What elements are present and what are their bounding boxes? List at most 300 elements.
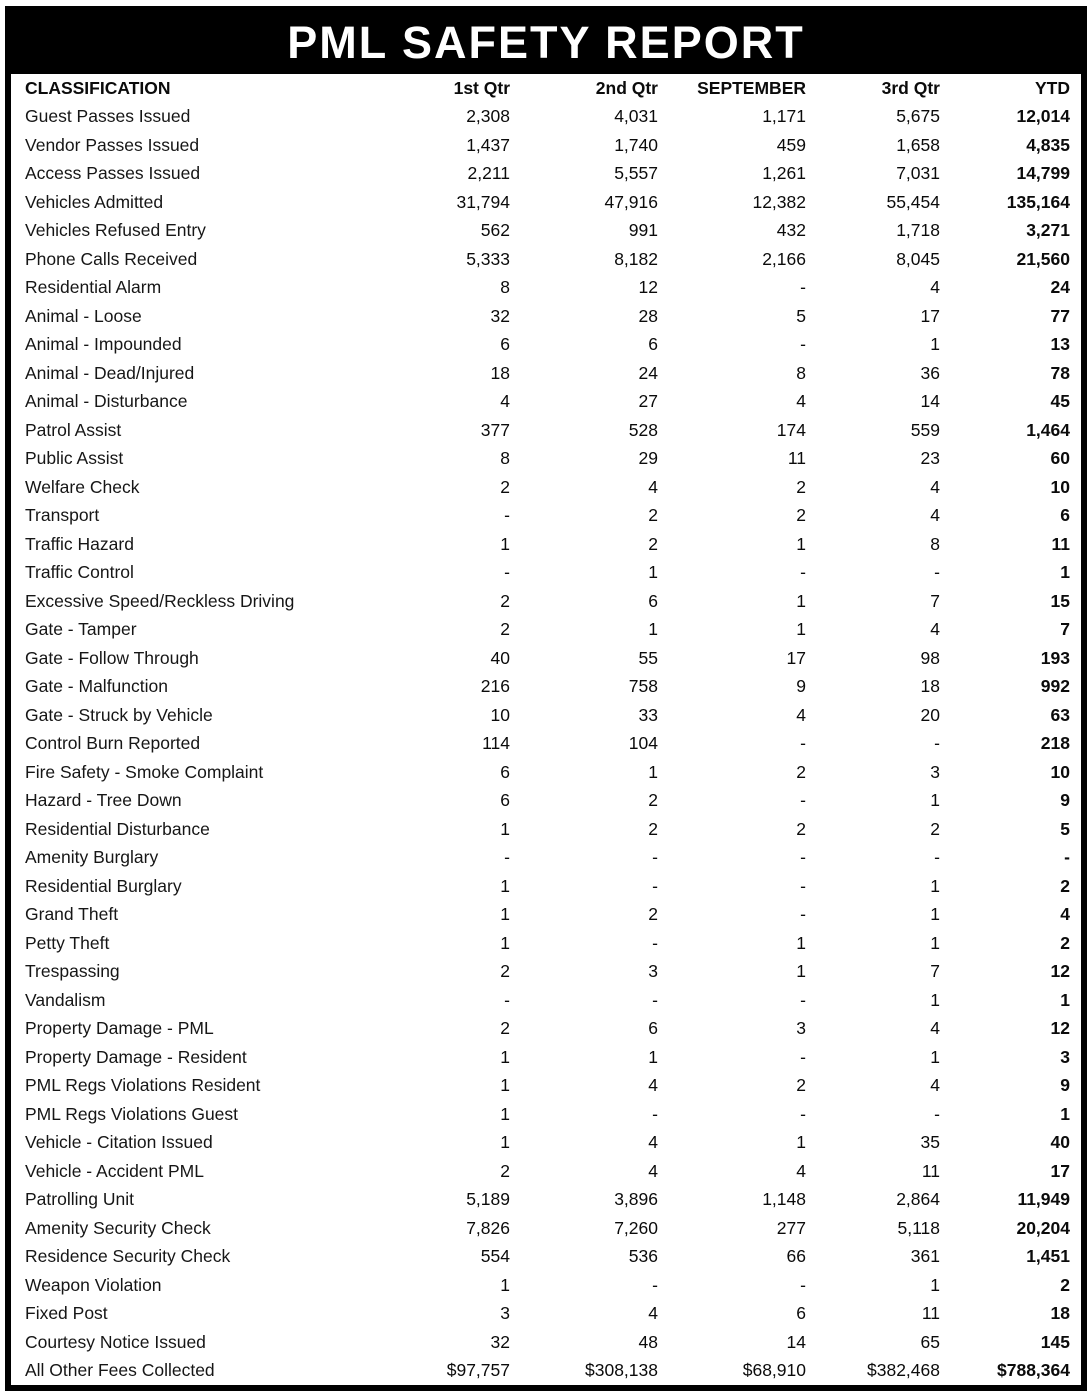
classification-cell: Vehicle - Citation Issued [25, 1132, 213, 1152]
qtr3-cell: - [934, 1103, 940, 1124]
september-cell: 4 [796, 704, 806, 725]
qtr1-cell: 5,189 [466, 1189, 510, 1209]
qtr3-cell: 11 [921, 1160, 940, 1181]
ytd-cell: 18 [1050, 1303, 1070, 1323]
classification-cell: Phone Calls Received [25, 248, 198, 269]
ytd-cell: 17 [1050, 1160, 1070, 1181]
qtr1-cell: 18 [490, 362, 510, 383]
qtr3-cell: 1 [930, 790, 940, 810]
qtr2-cell: 4 [648, 1132, 658, 1152]
ytd-cell: 7 [1060, 619, 1070, 639]
qtr3-cell: 1,658 [896, 134, 940, 155]
qtr1-cell: 1,437 [466, 134, 510, 155]
table-row [11, 188, 1081, 217]
classification-cell: Gate - Follow Through [25, 647, 199, 668]
ytd-cell: 5 [1060, 818, 1070, 839]
classification-cell: Fixed Post [25, 1303, 108, 1323]
qtr3-cell: 4 [930, 505, 940, 525]
table-row [11, 1100, 1081, 1129]
qtr2-cell: 27 [638, 391, 658, 411]
qtr1-cell: 377 [480, 419, 510, 440]
classification-cell: Vendor Passes Issued [25, 134, 200, 155]
qtr2-cell: 2 [648, 533, 658, 554]
table-row [11, 559, 1081, 588]
september-cell: - [800, 790, 806, 810]
table-row [11, 730, 1081, 759]
qtr3-cell: 5,118 [897, 1217, 940, 1238]
qtr3-cell: 4 [930, 476, 940, 497]
qtr1-cell: - [504, 562, 510, 582]
qtr3-cell: 1 [930, 875, 940, 896]
september-cell: 2,166 [762, 248, 806, 269]
qtr3-cell: 55,454 [886, 191, 940, 212]
classification-cell: Access Passes Issued [25, 163, 201, 183]
table-row [11, 331, 1081, 360]
table-row [11, 302, 1081, 331]
qtr2-cell: 48 [638, 1331, 658, 1352]
qtr2-cell: 6 [648, 590, 658, 611]
table-row [11, 1243, 1081, 1272]
september-cell: 1 [796, 533, 806, 554]
qtr2-cell: 1 [648, 619, 658, 639]
qtr3-cell: 1 [930, 1274, 940, 1295]
september-cell: 277 [776, 1217, 806, 1238]
qtr3-cell: 1 [930, 989, 940, 1010]
table-row [11, 673, 1081, 702]
classification-cell: Vehicles Refused Entry [25, 220, 206, 240]
ytd-cell: 193 [1040, 647, 1070, 668]
ytd-cell: 45 [1050, 391, 1070, 411]
table-row [11, 616, 1081, 645]
qtr2-cell: - [652, 1274, 658, 1295]
table-row [11, 1157, 1081, 1186]
classification-cell: All Other Fees Collected [25, 1360, 215, 1380]
ytd-cell: $788,364 [997, 1360, 1070, 1380]
qtr3-cell: 1 [930, 334, 940, 354]
qtr2-cell: 4 [648, 476, 658, 497]
table-row [11, 103, 1081, 132]
classification-cell: Vehicles Admitted [25, 191, 164, 212]
ytd-cell: 135,164 [1006, 191, 1070, 212]
september-cell: 4 [796, 1160, 806, 1181]
qtr1-cell: 2 [500, 590, 510, 611]
qtr1-cell: 4 [500, 391, 510, 411]
september-cell: - [800, 989, 806, 1010]
qtr2-cell: 2 [648, 904, 658, 924]
qtr2-cell: 1 [648, 1046, 658, 1067]
table-row [11, 245, 1081, 274]
qtr2-cell: - [652, 932, 658, 953]
september-cell: 1 [796, 932, 806, 953]
classification-cell: Fire Safety - Smoke Complaint [25, 761, 264, 782]
ytd-cell: 11 [1051, 533, 1070, 554]
qtr3-cell: 3 [930, 761, 940, 782]
qtr1-cell: 7,826 [466, 1217, 510, 1238]
september-cell: - [800, 1274, 806, 1295]
qtr3-cell: 5,675 [896, 106, 940, 126]
qtr2-cell: 3 [648, 961, 658, 981]
table-row [11, 958, 1081, 987]
qtr2-cell: 5,557 [614, 163, 658, 183]
qtr3-cell: 2 [930, 818, 940, 839]
classification-cell: Property Damage - PML [25, 1018, 214, 1038]
classification-cell: PML Regs Violations Resident [25, 1075, 261, 1095]
qtr3-cell: 98 [920, 647, 940, 668]
september-cell: 2 [796, 1075, 806, 1095]
qtr1-cell: 6 [500, 761, 510, 782]
ytd-cell: 145 [1040, 1331, 1070, 1352]
qtr2-cell: 33 [638, 704, 658, 725]
september-cell: - [800, 904, 806, 924]
ytd-cell: 2 [1060, 932, 1070, 953]
qtr3-cell: 36 [920, 362, 940, 383]
ytd-cell: 3,271 [1026, 220, 1070, 240]
qtr3-cell: 11 [921, 1303, 940, 1323]
classification-cell: Residence Security Check [25, 1246, 231, 1266]
classification-cell: Trespassing [25, 961, 120, 981]
qtr3-cell: 4 [930, 277, 940, 297]
qtr1-cell: 1 [500, 1046, 510, 1067]
qtr1-cell: 8 [500, 277, 510, 297]
qtr1-cell: - [504, 847, 510, 867]
qtr3-cell: - [934, 733, 940, 753]
table-row [11, 929, 1081, 958]
qtr2-cell: 4 [648, 1075, 658, 1095]
table-row [11, 587, 1081, 616]
qtr1-cell: - [504, 505, 510, 525]
september-cell: - [800, 1046, 806, 1067]
table-row [11, 1300, 1081, 1329]
qtr1-cell: $97,757 [446, 1360, 510, 1380]
table-row [11, 844, 1081, 873]
qtr1-cell: 2 [500, 1160, 510, 1181]
september-cell: - [800, 562, 806, 582]
table-row [11, 787, 1081, 816]
qtr2-cell: 1,740 [614, 134, 658, 155]
table-row [11, 1072, 1081, 1101]
qtr1-cell: 1 [500, 904, 510, 924]
ytd-cell: 10 [1050, 476, 1070, 497]
qtr2-cell: 1 [648, 562, 658, 582]
qtr1-cell: 8 [500, 448, 510, 468]
ytd-cell: 3 [1060, 1046, 1070, 1067]
qtr2-cell: 28 [638, 305, 658, 326]
col-header-1st-qtr: 1st Qtr [453, 77, 510, 98]
september-cell: 2 [796, 818, 806, 839]
september-cell: 174 [776, 419, 806, 440]
table-row [11, 217, 1081, 246]
september-cell: 1 [796, 590, 806, 611]
qtr2-cell: 6 [648, 334, 658, 354]
qtr2-cell: 4,031 [614, 106, 658, 126]
table-row [11, 502, 1081, 531]
qtr1-cell: 31,794 [456, 191, 510, 212]
table-row [11, 473, 1081, 502]
september-cell: 432 [776, 220, 806, 240]
qtr2-cell: 2 [648, 505, 658, 525]
ytd-cell: 1 [1060, 989, 1070, 1010]
qtr2-cell: 1 [648, 761, 658, 782]
table-row [11, 815, 1081, 844]
qtr3-cell: 8,045 [896, 248, 940, 269]
september-cell: - [800, 277, 806, 297]
ytd-cell: 1 [1060, 1103, 1070, 1124]
ytd-cell: - [1064, 847, 1070, 867]
table-row [11, 644, 1081, 673]
september-cell: 1 [796, 961, 806, 981]
qtr3-cell: 1 [930, 1046, 940, 1067]
ytd-cell: 14,799 [1016, 163, 1070, 183]
table-row [11, 359, 1081, 388]
september-cell: 6 [796, 1303, 806, 1323]
classification-cell: Patrolling Unit [25, 1189, 134, 1209]
september-cell: 66 [786, 1246, 806, 1266]
qtr3-cell: 7 [930, 590, 940, 611]
qtr1-cell: 1 [500, 1075, 510, 1095]
ytd-cell: 63 [1050, 704, 1070, 725]
col-header-september: SEPTEMBER [697, 77, 806, 98]
qtr1-cell: 114 [482, 733, 510, 753]
qtr1-cell: 1 [500, 932, 510, 953]
ytd-cell: 1,451 [1026, 1246, 1070, 1266]
qtr3-cell: 1 [930, 932, 940, 953]
qtr1-cell: 32 [490, 305, 510, 326]
classification-cell: Public Assist [25, 448, 124, 468]
qtr2-cell: - [652, 989, 658, 1010]
classification-cell: Courtesy Notice Issued [25, 1331, 206, 1352]
table-row [11, 1186, 1081, 1215]
qtr3-cell: 14 [920, 391, 940, 411]
qtr1-cell: 1 [500, 818, 510, 839]
classification-cell: Animal - Disturbance [25, 391, 188, 411]
september-cell: 1 [796, 619, 806, 639]
qtr1-cell: 554 [480, 1246, 510, 1266]
qtr1-cell: 562 [480, 220, 510, 240]
classification-cell: Animal - Impounded [25, 334, 182, 354]
classification-cell: Excessive Speed/Reckless Driving [25, 590, 295, 611]
september-cell: 11 [787, 448, 806, 468]
qtr2-cell: 47,916 [604, 191, 658, 212]
qtr2-cell: 3,896 [614, 1189, 658, 1209]
header-row [11, 74, 1081, 103]
qtr3-cell: 4 [930, 619, 940, 639]
september-cell: - [800, 334, 806, 354]
ytd-cell: 13 [1050, 334, 1070, 354]
qtr3-cell: 559 [910, 419, 940, 440]
qtr3-cell: $382,468 [867, 1360, 940, 1380]
ytd-cell: 9 [1060, 1075, 1070, 1095]
report-title: PML SAFETY REPORT [287, 17, 805, 68]
qtr1-cell: 1 [500, 1132, 510, 1152]
qtr2-cell: 24 [638, 362, 658, 383]
qtr1-cell: 1 [500, 1274, 510, 1295]
september-cell: 5 [796, 305, 806, 326]
ytd-cell: 218 [1040, 733, 1070, 753]
table-row [11, 160, 1081, 189]
ytd-cell: 2 [1060, 1274, 1070, 1295]
classification-cell: Vehicle - Accident PML [25, 1160, 204, 1181]
table-row [11, 1357, 1081, 1386]
col-header-ytd: YTD [1035, 77, 1070, 98]
september-cell: 1,261 [762, 163, 806, 183]
table-row [11, 416, 1081, 445]
qtr3-cell: 18 [920, 676, 940, 696]
qtr2-cell: 8,182 [614, 248, 658, 269]
qtr1-cell: 6 [500, 334, 510, 354]
classification-cell: Welfare Check [25, 476, 140, 497]
classification-cell: Residential Alarm [25, 277, 162, 297]
classification-cell: Animal - Loose [25, 305, 142, 326]
qtr3-cell: 7 [930, 961, 940, 981]
september-cell: 1,148 [762, 1189, 806, 1209]
qtr2-cell: 29 [638, 448, 658, 468]
classification-cell: Residential Disturbance [25, 818, 210, 839]
qtr3-cell: 8 [930, 533, 940, 554]
qtr1-cell: 1 [500, 1103, 510, 1124]
ytd-cell: 20,204 [1016, 1217, 1070, 1238]
qtr1-cell: 32 [490, 1331, 510, 1352]
classification-cell: Residential Burglary [25, 875, 182, 896]
classification-cell: Traffic Control [25, 562, 134, 582]
september-cell: 1,171 [762, 106, 806, 126]
qtr1-cell: 216 [480, 676, 510, 696]
classification-cell: Gate - Malfunction [25, 676, 168, 696]
september-cell: 17 [786, 647, 806, 668]
classification-cell: Traffic Hazard [25, 533, 134, 554]
qtr2-cell: - [652, 847, 658, 867]
qtr3-cell: 4 [930, 1018, 940, 1038]
table-row [11, 530, 1081, 559]
ytd-cell: 12 [1050, 1018, 1070, 1038]
qtr1-cell: 40 [490, 647, 510, 668]
september-cell: 14 [786, 1331, 806, 1352]
classification-cell: Transport [25, 505, 100, 525]
table-row [11, 1129, 1081, 1158]
qtr1-cell: 2 [500, 619, 510, 639]
ytd-cell: 12,014 [1016, 106, 1070, 126]
table-row [11, 131, 1081, 160]
table-row [11, 872, 1081, 901]
table-body [11, 103, 1081, 1386]
col-header-classification: CLASSIFICATION [25, 77, 171, 98]
ytd-cell: 4 [1060, 904, 1070, 924]
september-cell: 2 [796, 476, 806, 497]
ytd-cell: 4,835 [1026, 134, 1070, 155]
september-cell: 9 [796, 676, 806, 696]
qtr2-cell: 4 [648, 1303, 658, 1323]
ytd-cell: 12 [1050, 961, 1070, 981]
qtr3-cell: 361 [910, 1246, 940, 1266]
ytd-cell: 15 [1050, 590, 1070, 611]
september-cell: 3 [796, 1018, 806, 1038]
qtr2-cell: - [652, 875, 658, 896]
classification-cell: Animal - Dead/Injured [25, 362, 195, 383]
qtr2-cell: 6 [648, 1018, 658, 1038]
report-document [5, 6, 1087, 1391]
ytd-cell: 2 [1060, 875, 1070, 896]
classification-cell: Control Burn Reported [25, 733, 201, 753]
table-row [11, 758, 1081, 787]
qtr1-cell: 10 [490, 704, 510, 725]
qtr2-cell: 12 [638, 277, 658, 297]
september-cell: 12,382 [752, 191, 806, 212]
classification-cell: Grand Theft [25, 904, 119, 924]
qtr1-cell: 2 [500, 1018, 510, 1038]
september-cell: - [800, 1103, 806, 1124]
qtr3-cell: 2,864 [896, 1189, 940, 1209]
qtr1-cell: 6 [500, 790, 510, 810]
qtr2-cell: 528 [628, 419, 658, 440]
qtr3-cell: 1 [930, 904, 940, 924]
september-cell: 8 [796, 362, 806, 383]
september-cell: 4 [796, 391, 806, 411]
qtr2-cell: 4 [648, 1160, 658, 1181]
classification-cell: PML Regs Violations Guest [25, 1103, 239, 1124]
col-header-2nd-qtr: 2nd Qtr [595, 77, 658, 98]
qtr1-cell: 5,333 [466, 248, 510, 269]
table-row [11, 1328, 1081, 1357]
classification-cell: Weapon Violation [25, 1274, 162, 1295]
safety-report-table [11, 74, 1081, 1385]
classification-cell: Gate - Tamper [25, 619, 137, 639]
col-header-3rd-qtr: 3rd Qtr [881, 77, 940, 98]
qtr2-cell: $308,138 [585, 1360, 658, 1380]
qtr1-cell: 1 [500, 875, 510, 896]
ytd-cell: 992 [1040, 676, 1070, 696]
table-row [11, 274, 1081, 303]
classification-cell: Gate - Struck by Vehicle [25, 704, 213, 725]
table-row [11, 701, 1081, 730]
qtr1-cell: 2,211 [467, 163, 510, 183]
ytd-cell: 40 [1050, 1132, 1070, 1152]
qtr3-cell: 17 [920, 305, 940, 326]
qtr1-cell: 2 [500, 476, 510, 497]
september-cell: - [800, 733, 806, 753]
ytd-cell: 1 [1060, 562, 1070, 582]
table-row [11, 901, 1081, 930]
september-cell: 2 [796, 505, 806, 525]
table-row [11, 445, 1081, 474]
september-cell: 2 [796, 761, 806, 782]
classification-cell: Vandalism [25, 989, 106, 1010]
classification-cell: Property Damage - Resident [25, 1046, 247, 1067]
ytd-cell: 10 [1050, 761, 1070, 782]
ytd-cell: 78 [1050, 362, 1070, 383]
september-cell: - [800, 847, 806, 867]
qtr2-cell: 104 [628, 733, 658, 753]
qtr3-cell: 23 [920, 448, 940, 468]
september-cell: 459 [776, 134, 806, 155]
qtr1-cell: - [504, 989, 510, 1010]
qtr1-cell: 2 [500, 961, 510, 981]
classification-cell: Guest Passes Issued [25, 106, 191, 126]
table-row [11, 1214, 1081, 1243]
table-row [11, 1271, 1081, 1300]
september-cell: $68,910 [742, 1360, 806, 1380]
ytd-cell: 60 [1050, 448, 1070, 468]
classification-cell: Petty Theft [25, 932, 110, 953]
table-row [11, 986, 1081, 1015]
classification-cell: Patrol Assist [25, 419, 122, 440]
table-row [11, 388, 1081, 417]
qtr3-cell: 65 [920, 1331, 940, 1352]
qtr2-cell: - [652, 1103, 658, 1124]
ytd-cell: 77 [1050, 305, 1070, 326]
ytd-cell: 9 [1060, 790, 1070, 810]
classification-cell: Amenity Security Check [25, 1217, 211, 1238]
qtr2-cell: 55 [638, 647, 658, 668]
september-cell: - [800, 875, 806, 896]
